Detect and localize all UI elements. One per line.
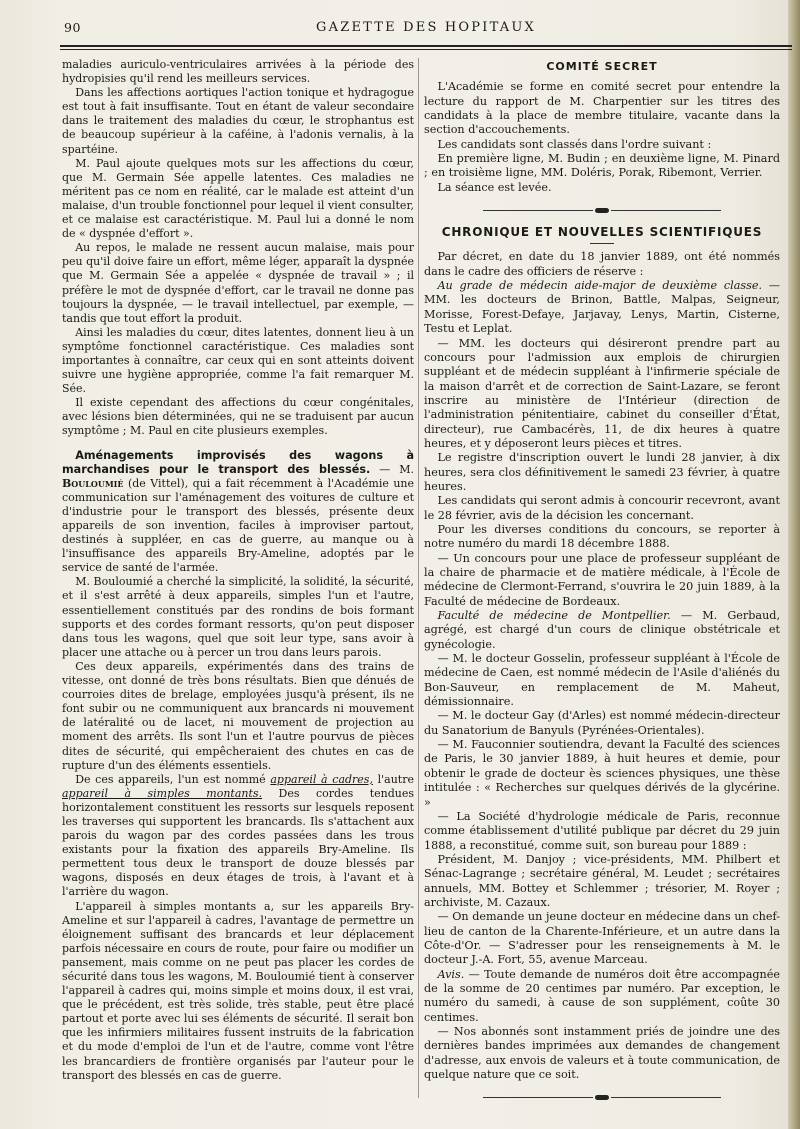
left-column [62,58,414,1083]
paragraph: L'Académie se forme en comité secret pour entendre la lecture du rapport de M. Charpentier sur les titres des candidats à la place de membre titulaire, vacante dans la section d'accouchements. [424,80,780,137]
paragraph: Ces deux appareils, expérimentés dans des trains de vitesse, ont donné de très bons résultats. Bien que dénués de courroies dites de brelage, employées jusqu'à présent, ils ne font subir ou ne communiquent aux brancards ni mouvement de latéralité ou de lacet, ni mouvement de projection au moment des arrêts. Ils sont l'un et l'autre pourvus de pièces dites de sécurité, qui empêcheraient des chutes en cas de rupture d'un des éléments essentiels. [62,659,414,772]
section-title-chronique: CHRONIQUE ET NOUVELLES SCIENTIFIQUES [441,225,763,240]
paragraph: maladies auriculo-ventriculaires arrivées à la période des hydropisies qu'il rend les meilleurs services. [62,58,414,86]
short-rule [590,243,614,244]
article-intro: (de Vittel), qui a fait récemment à l'Académie une communication sur l'aménagement des voitures de culture et d'industrie pour le transport des blessés, présente deux appareils de son invention, faciles à improviser partout, destinés à suppléer, en cas de guerre, au manque ou à l'insuffisance des appareils Bry-Ameline, adoptés par le service de santé de l'armée. [62,476,414,575]
paragraph: En première ligne, M. Budin ; en deuxième ligne, M. Pinard ; en troisième ligne, MM. Doléris, Porak, Ribemont, Verrier. [424,152,780,180]
faculty-heading: Faculté de médecine de Montpellier. [437,609,671,623]
paragraph: — Un concours pour une place de professeur suppléant de la chaire de pharmacie et de matière médicale, à l'École de médecine de Clermont-Ferrand, s'ouvrira le 20 juin 1889, à la Faculté de médecine de Bordeaux. [424,551,780,608]
paragraph: Au repos, le malade ne ressent aucun malaise, mais pour peu qu'il doive faire un effort, même léger, apparaît la dyspnée que M. Germain Sée a appelée « dyspnée de travail » ; il préfère le mot de dyspnée d'effort, car le travail ne donne pas toujours la dyspnée, — le travail intellectuel, par exemple, — tandis que tout effort la produit. [62,241,414,325]
paragraph: Par décret, en date du 18 janvier 1889, ont été nommés dans le cadre des officiers de réserve : [424,250,780,278]
article-title: Aménagements improvisés des wagons à marchandises pour le transport des blessés. [62,448,414,476]
paragraph: M. Paul ajoute quelques mots sur les affections du cœur, que M. Germain Sée appelle latentes. Ces maladies ne méritent pas ce nom en réalité, car le malade est atteint d'un malaise, d'un trouble fonctionnel pour lequel il vient consulter, et ce malaise est caractéristique. M. Paul lui a donné le nom de « dyspnée d'effort ». [62,156,414,241]
paragraph: Il existe cependant des affections du cœur congénitales, avec lésions bien déterminées, qui ne se traduisent par aucun symptôme ; M. Paul en cite plusieurs exemples. [62,396,414,438]
article-paragraph [62,449,414,576]
avis-heading: Avis. [437,967,465,981]
right-column [424,58,780,1106]
paragraph: Le registre d'inscription ouvert le lundi 28 janvier, à dix heures, sera clos définitivement le samedi 23 février, à quatre heures. [424,451,780,493]
header-rule [60,45,792,50]
paragraph: — M. Fauconnier soutiendra, devant la Faculté des sciences de Paris, le 30 janvier 1889, à huit heures et demie, pour obtenir le grade de docteur ès sciences physiques, une thèse intitulée : « Recherches sur quelques dérivés de la glycérine. » [424,738,780,809]
paragraph: Les candidats qui seront admis à concourir recevront, avant le 28 février, avis de la décision les concernant. [424,494,780,522]
paragraph: — M. le docteur Gosselin, professeur suppléant à l'École de médecine de Caen, est nommé médecin de l'Asile d'aliénés du Bon-Sauveur, en remplacement de M. Maheut, démissionnaire. [424,652,780,709]
paragraph: Dans les affections aortiques l'action tonique et hydragogue est tout à fait insuffisante. Tout en étant de valeur secondaire dans le traitement des maladies du cœur, le strophantus est de beaucoup supérieur à la caféine, à l'adonis vernalis, à la spartéine. [62,86,414,156]
term-appareil-a-simples-montants: appareil à simples montants. [62,786,263,800]
grade-heading: Au grade de médecin aide-major de deuxième classe. [437,279,763,293]
term-appareil-a-cadres: appareil à cadres, [270,772,373,786]
running-title: GAZETTE DES HOPITAUX [316,20,536,35]
paragraph: Faculté de médecine de Montpellier. — M. Gerbaud, agrégé, est chargé d'un cours de clinique obstétricale et gynécologie. [424,609,780,651]
page-number: 90 [64,20,81,35]
ornament-divider-end [424,1090,780,1100]
paragraph: — M. le docteur Gay (d'Arles) est nommé médecin-directeur du Sanatorium de Banyuls (Pyrénées-Orientales). [424,709,780,737]
paragraph: Président, M. Danjoy ; vice-présidents, MM. Philbert et Sénac-Lagrange ; secrétaire général, M. Leudet ; secrétaires annuels, MM. Bottey et Schlemmer ; trésorier, M. Royer ; archiviste, M. Cazaux. [424,852,780,909]
paragraph: Ainsi les maladies du cœur, dites latentes, donnent lieu à un symptôme fonctionnel caractéristique. Ces maladies sont importantes à connaître, car ceux qui en sont atteints doivent suivre une hygiène appropriée, comme l'a fait remarquer M. Sée. [62,325,414,396]
paragraph: — On demande un jeune docteur en médecine dans un chef-lieu de canton de la Charente-Inférieure, et un autre dans la Côte-d'Or. — S'adresser pour les renseignements à M. le docteur J.-A. Fort, 55, avenue Marceau. [424,910,780,967]
paragraph: Les candidats sont classés dans l'ordre suivant : [437,137,712,151]
paragraph: Avis. — Toute demande de numéros doit être accompagnée de la somme de 20 centimes par numéro. Par exception, le numéro du samedi, à cause de son supplément, coûte 30 centimes. [424,967,780,1024]
page-header [60,20,792,40]
section-title-comite-secret: COMITÉ SECRET [546,60,658,73]
paragraph: Au grade de médecin aide-major de deuxième classe. — MM. les docteurs de Brinon, Battle, Malpas, Seigneur, Morisse, Forest-Defaye, Jarjavay, Lenys, Martin, Cisterne, Testu et Leplat. [424,279,780,336]
paragraph: La séance est levée. [437,180,552,194]
page-edge [788,0,800,1129]
paragraph: — Nos abonnés sont instamment priés de joindre une des dernières bandes imprimées aux demandes de changement d'adresse, aux envois de valeurs et à toute communication, de quelque nature que ce soit. [424,1025,780,1082]
ornament-divider [424,203,780,213]
paragraph: Pour les diverses conditions du concours, se reporter à notre numéro du mardi 18 décembre 1888. [424,522,780,551]
paragraph: L'appareil à simples montants a, sur les appareils Bry-Ameline et sur l'appareil à cadres, l'avantage de permettre un éloignement suffisant des brancards et leur déplacement parfois nécessaire en cours de route, pour faire ou modifier un pansement, mais comme on ne peut pas placer les cordes de sécurité dans tous les wagons, M. Bouloumié tient à conserver l'appareil à cadres qui, moins simple et moins doux, il est vrai, que le précédent, est très solide, très stable, peut être placé partout et porte avec lui ses éléments de sécurité. Il serait bon que les infirmiers militaires fussent instruits de la fabrication et du mode d'emploi de l'un et de l'autre, comme vont l'être les brancardiers de frontière organisés par l'auteur pour le transport des blessés en cas de guerre. [62,899,414,1082]
paragraph: — MM. les docteurs qui désireront prendre part au concours pour l'admission aux emplois de chirurgien suppléant et de médecin suppléant à l'infirmerie spéciale de la maison d'arrêt et de correction de Saint-Lazare, se feront inscrire au ministère de l'Intérieur (direction de l'administration pénitentiaire, cabinet du conseiller d'État, directeur), rue Cambacérès, 11, de dix heures à quatre heures, et y déposeront leurs pièces et titres. [424,336,780,450]
author-prefix: — M. [370,462,414,476]
article-author: Bouloumié [62,476,124,490]
column-divider [418,58,419,1098]
paragraph: — La Société d'hydrologie médicale de Paris, reconnue comme établissement d'utilité publique par décret du 29 juin 1888, a reconstitué, comme suit, son bureau pour 1889 : [424,809,780,852]
paragraph: De ces appareils, l'un est nommé appareil à cadres, l'autre appareil à simples montants. Des cordes tendues horizontalement constituent les ressorts sur lesquels reposent les traverses qui supportent les brancards. Ils s'attachent aux parois du wagon par des cordes passées dans les trous existants pour la fixation des appareils Bry-Ameline. Ils permettent tous deux le transport de douze blessés par wagons, disposés en deux étages de trois, à l'avant et à l'arrière du wagon. [62,772,414,899]
paragraph: M. Bouloumié a cherché la simplicité, la solidité, la sécurité, et il s'est arrêté à deux appareils, simples l'un et l'autre, essentiellement constitués par des rondins de bois formant supports et des cordes formant ressorts, qu'on peut disposer dans tous les wagons, quel que soit leur type, sans avoir à placer une attache ou à percer un trou dans leurs parois. [62,575,414,659]
